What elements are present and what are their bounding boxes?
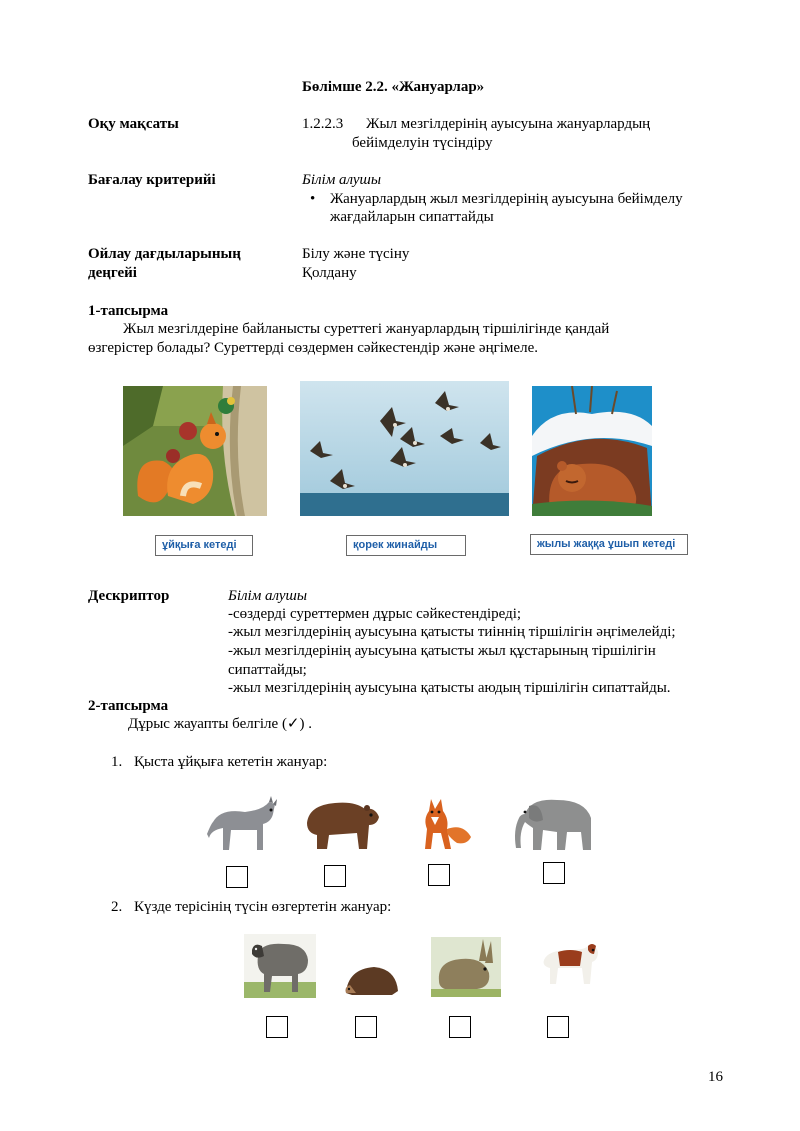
answer-checkbox-elephant[interactable] <box>543 862 565 884</box>
objective-label: Оқу мақсаты <box>88 116 179 132</box>
bear-den-picture <box>532 386 652 516</box>
task1-line2: өзгерістер болады? Суреттерді сөздермен сәйкестендір және әңгімеле. <box>88 340 538 356</box>
geese-picture <box>300 381 509 516</box>
question2-number: 2. <box>111 899 123 915</box>
word-label-fly-south[interactable]: жылы жаққа ұшып кетеді <box>530 534 688 555</box>
objective-text-line2: бейімделуін түсіндіру <box>352 135 493 151</box>
descriptor-line: -жыл мезгілдерінің ауысуына қатысты жыл құстарының тіршілігін <box>228 643 656 659</box>
wolf-picture <box>205 794 281 854</box>
answer-checkbox-hedgehog[interactable] <box>355 1016 377 1038</box>
answer-checkbox-sheep[interactable] <box>266 1016 288 1038</box>
task1-title: 1-тапсырма <box>88 303 169 319</box>
criteria-bullet-line1: Жануарлардың жыл мезгілдерінің ауысуына бейімделу <box>330 191 683 207</box>
question1-text: Қыста ұйқыға кететін жануар: <box>134 754 328 770</box>
descriptor-label: Дескриптор <box>88 588 170 604</box>
thinking-label-line2: деңгейі <box>88 265 137 281</box>
elephant-picture <box>511 792 597 854</box>
squirrel-picture <box>123 386 267 516</box>
criteria-label: Бағалау критерийі <box>88 172 216 188</box>
word-label-gather-food[interactable]: қорек жинайды <box>346 535 466 556</box>
question2-text: Күзде терісінің түсін өзгертетін жануар: <box>134 899 392 915</box>
answer-checkbox-dog[interactable] <box>547 1016 569 1038</box>
thinking-level1: Білу және түсіну <box>302 246 410 262</box>
criteria-subject: Білім алушы <box>302 172 382 188</box>
objective-code: 1.2.2.3 <box>302 116 344 132</box>
fox-picture <box>413 793 477 853</box>
task2-instruction: Дұрыс жауапты белгіле (✓) . <box>128 716 312 732</box>
answer-checkbox-fox[interactable] <box>428 864 450 886</box>
word-label-sleep[interactable]: ұйқыға кетеді <box>155 535 253 556</box>
question1-number: 1. <box>111 754 123 770</box>
descriptor-line: -жыл мезгілдерінің ауысуына қатысты тиіннің тіршілігін әңгімелейді; <box>228 624 676 640</box>
dog-picture <box>536 938 600 988</box>
thinking-level2: Қолдану <box>302 265 357 281</box>
bear-picture <box>303 793 381 853</box>
page-number: 16 <box>708 1069 723 1085</box>
bullet-dot: • <box>310 191 316 207</box>
section-title: Бөлімше 2.2. «Жануарлар» <box>302 79 485 95</box>
answer-checkbox-wolf[interactable] <box>226 866 248 888</box>
task1-line1: Жыл мезгілдеріне байланысты суреттегі жануарлардың тіршілігінде қандай <box>123 321 610 337</box>
descriptor-line: -сөздерді суреттермен дұрыс сәйкестендіреді; <box>228 606 522 622</box>
criteria-bullet-line2: жағдайларын сипаттайды <box>330 209 494 225</box>
task2-title: 2-тапсырма <box>88 698 169 714</box>
descriptor-line: -жыл мезгілдерінің ауысуына қатысты аюдың тіршілігін сипаттайды. <box>228 680 671 696</box>
thinking-label-line1: Ойлау дағдыларының <box>88 246 241 262</box>
answer-checkbox-bear[interactable] <box>324 865 346 887</box>
answer-checkbox-rabbit[interactable] <box>449 1016 471 1038</box>
hedgehog-picture <box>342 963 400 999</box>
sheep-picture <box>244 934 316 998</box>
descriptor-subject: Білім алушы <box>228 588 308 604</box>
objective-text-line1: Жыл мезгілдерінің ауысуына жануарлардың <box>366 116 651 132</box>
descriptor-line: сипаттайды; <box>228 662 307 678</box>
rabbit-picture <box>431 937 501 997</box>
